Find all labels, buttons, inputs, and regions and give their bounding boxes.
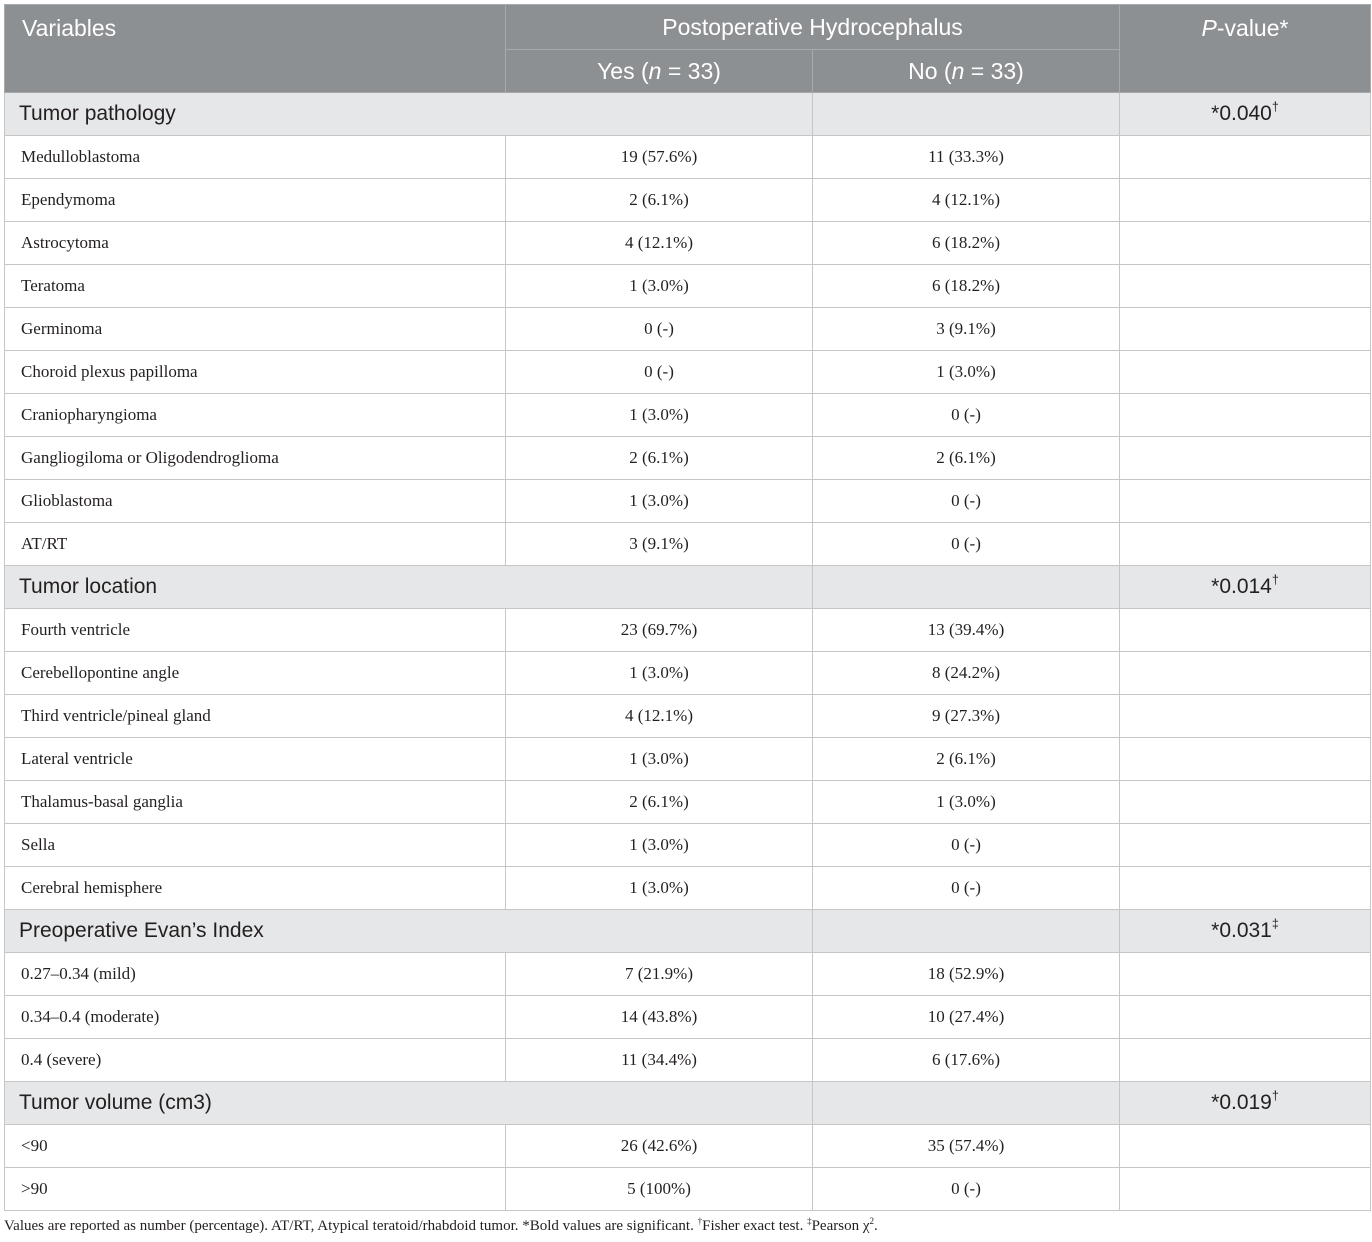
no-value: 1 (3.0%) [813, 351, 1120, 394]
results-table [4, 4, 1371, 1211]
table-row [5, 523, 1371, 566]
yes-value: 0 (-) [506, 308, 813, 351]
row-label: Teratoma [5, 265, 506, 308]
variables-header: Variables [5, 5, 506, 93]
table-row [5, 609, 1371, 652]
section-pvalue: *0.031‡ [1120, 910, 1371, 953]
no-value: 35 (57.4%) [813, 1125, 1120, 1168]
yes-value: 5 (100%) [506, 1168, 813, 1211]
yes-value: 4 (12.1%) [506, 222, 813, 265]
pvalue-cell [1120, 222, 1371, 265]
row-label: Ependymoma [5, 179, 506, 222]
row-label: Lateral ventricle [5, 738, 506, 781]
row-label: Choroid plexus papilloma [5, 351, 506, 394]
yes-value: 26 (42.6%) [506, 1125, 813, 1168]
yes-value: 2 (6.1%) [506, 781, 813, 824]
no-header: No (n = 33) [813, 50, 1120, 93]
row-label: AT/RT [5, 523, 506, 566]
pvalue-cell [1120, 1125, 1371, 1168]
no-value: 11 (33.3%) [813, 136, 1120, 179]
pvalue-cell [1120, 996, 1371, 1039]
section-empty-cell [813, 93, 1120, 136]
section-title: Preoperative Evan’s Index [5, 910, 813, 953]
yes-value: 1 (3.0%) [506, 265, 813, 308]
yes-value: 1 (3.0%) [506, 824, 813, 867]
yes-value: 4 (12.1%) [506, 695, 813, 738]
row-label: Gangliogiloma or Oligodendroglioma [5, 437, 506, 480]
yes-value: 1 (3.0%) [506, 652, 813, 695]
no-value: 0 (-) [813, 523, 1120, 566]
section-title: Tumor location [5, 566, 813, 609]
pvalue-cell [1120, 738, 1371, 781]
no-value: 10 (27.4%) [813, 996, 1120, 1039]
table-row [5, 781, 1371, 824]
no-value: 0 (-) [813, 824, 1120, 867]
no-value: 6 (17.6%) [813, 1039, 1120, 1082]
row-label: <90 [5, 1125, 506, 1168]
no-value: 18 (52.9%) [813, 953, 1120, 996]
yes-header: Yes (n = 33) [506, 50, 813, 93]
table-row [5, 308, 1371, 351]
table-row [5, 996, 1371, 1039]
section-title: Tumor pathology [5, 93, 813, 136]
pvalue-cell [1120, 437, 1371, 480]
no-value: 1 (3.0%) [813, 781, 1120, 824]
pvalue-cell [1120, 953, 1371, 996]
yes-value: 3 (9.1%) [506, 523, 813, 566]
no-value: 3 (9.1%) [813, 308, 1120, 351]
section-pvalue: *0.014† [1120, 566, 1371, 609]
table-row [5, 136, 1371, 179]
yes-value: 2 (6.1%) [506, 437, 813, 480]
section-row [5, 566, 1371, 609]
section-row [5, 910, 1371, 953]
table-row [5, 953, 1371, 996]
table-row [5, 824, 1371, 867]
table-row [5, 738, 1371, 781]
section-row [5, 1082, 1371, 1125]
section-title: Tumor volume (cm3) [5, 1082, 813, 1125]
row-label: Craniopharyngioma [5, 394, 506, 437]
table-row [5, 351, 1371, 394]
section-empty-cell [813, 1082, 1120, 1125]
table-row [5, 265, 1371, 308]
row-label: Glioblastoma [5, 480, 506, 523]
pvalue-cell [1120, 480, 1371, 523]
pvalue-cell [1120, 308, 1371, 351]
yes-value: 2 (6.1%) [506, 179, 813, 222]
row-label: Thalamus-basal ganglia [5, 781, 506, 824]
pvalue-cell [1120, 867, 1371, 910]
row-label: Cerebellopontine angle [5, 652, 506, 695]
row-label: Sella [5, 824, 506, 867]
no-value: 0 (-) [813, 867, 1120, 910]
no-value: 9 (27.3%) [813, 695, 1120, 738]
yes-value: 1 (3.0%) [506, 867, 813, 910]
yes-value: 19 (57.6%) [506, 136, 813, 179]
table-row [5, 394, 1371, 437]
group-header: Postoperative Hydrocephalus [506, 5, 1120, 50]
row-label: Medulloblastoma [5, 136, 506, 179]
table-row [5, 1125, 1371, 1168]
row-label: 0.27–0.34 (mild) [5, 953, 506, 996]
pvalue-cell [1120, 265, 1371, 308]
table-row [5, 867, 1371, 910]
section-row [5, 93, 1371, 136]
header-row [5, 5, 1371, 50]
pvalue-cell [1120, 695, 1371, 738]
table-row [5, 480, 1371, 523]
pvalue-cell [1120, 351, 1371, 394]
pvalue-cell [1120, 394, 1371, 437]
pvalue-cell [1120, 781, 1371, 824]
pvalue-header: P-value* [1120, 5, 1371, 93]
row-label: Germinoma [5, 308, 506, 351]
yes-value: 1 (3.0%) [506, 480, 813, 523]
pvalue-cell [1120, 1039, 1371, 1082]
table-row [5, 1039, 1371, 1082]
no-value: 0 (-) [813, 1168, 1120, 1211]
yes-value: 0 (-) [506, 351, 813, 394]
no-value: 2 (6.1%) [813, 437, 1120, 480]
table-row [5, 222, 1371, 265]
pvalue-cell [1120, 523, 1371, 566]
yes-value: 7 (21.9%) [506, 953, 813, 996]
row-label: Astrocytoma [5, 222, 506, 265]
footnote: Values are reported as number (percentage). AT/RT, Atypical teratoid/rhabdoid tumor. *Bold values are significant. †Fisher exact test. ‡Pearson $\chi^2$. [4, 1216, 878, 1234]
yes-value: 23 (69.7%) [506, 609, 813, 652]
table-row [5, 179, 1371, 222]
table-row [5, 437, 1371, 480]
pvalue-cell [1120, 136, 1371, 179]
row-label: Fourth ventricle [5, 609, 506, 652]
yes-value: 1 (3.0%) [506, 738, 813, 781]
yes-value: 11 (34.4%) [506, 1039, 813, 1082]
section-pvalue: *0.019† [1120, 1082, 1371, 1125]
pvalue-cell [1120, 652, 1371, 695]
row-label: >90 [5, 1168, 506, 1211]
no-value: 6 (18.2%) [813, 222, 1120, 265]
section-pvalue: *0.040† [1120, 93, 1371, 136]
no-value: 2 (6.1%) [813, 738, 1120, 781]
row-label: Cerebral hemisphere [5, 867, 506, 910]
no-value: 8 (24.2%) [813, 652, 1120, 695]
no-value: 0 (-) [813, 480, 1120, 523]
row-label: 0.4 (severe) [5, 1039, 506, 1082]
pvalue-cell [1120, 609, 1371, 652]
no-value: 4 (12.1%) [813, 179, 1120, 222]
yes-value: 14 (43.8%) [506, 996, 813, 1039]
table-row [5, 695, 1371, 738]
no-value: 6 (18.2%) [813, 265, 1120, 308]
pvalue-cell [1120, 824, 1371, 867]
no-value: 13 (39.4%) [813, 609, 1120, 652]
row-label: Third ventricle/pineal gland [5, 695, 506, 738]
pvalue-cell [1120, 179, 1371, 222]
no-value: 0 (-) [813, 394, 1120, 437]
table-row [5, 652, 1371, 695]
section-empty-cell [813, 566, 1120, 609]
pvalue-cell [1120, 1168, 1371, 1211]
section-empty-cell [813, 910, 1120, 953]
table-body [5, 93, 1371, 1211]
yes-value: 1 (3.0%) [506, 394, 813, 437]
table-row [5, 1168, 1371, 1211]
row-label: 0.34–0.4 (moderate) [5, 996, 506, 1039]
